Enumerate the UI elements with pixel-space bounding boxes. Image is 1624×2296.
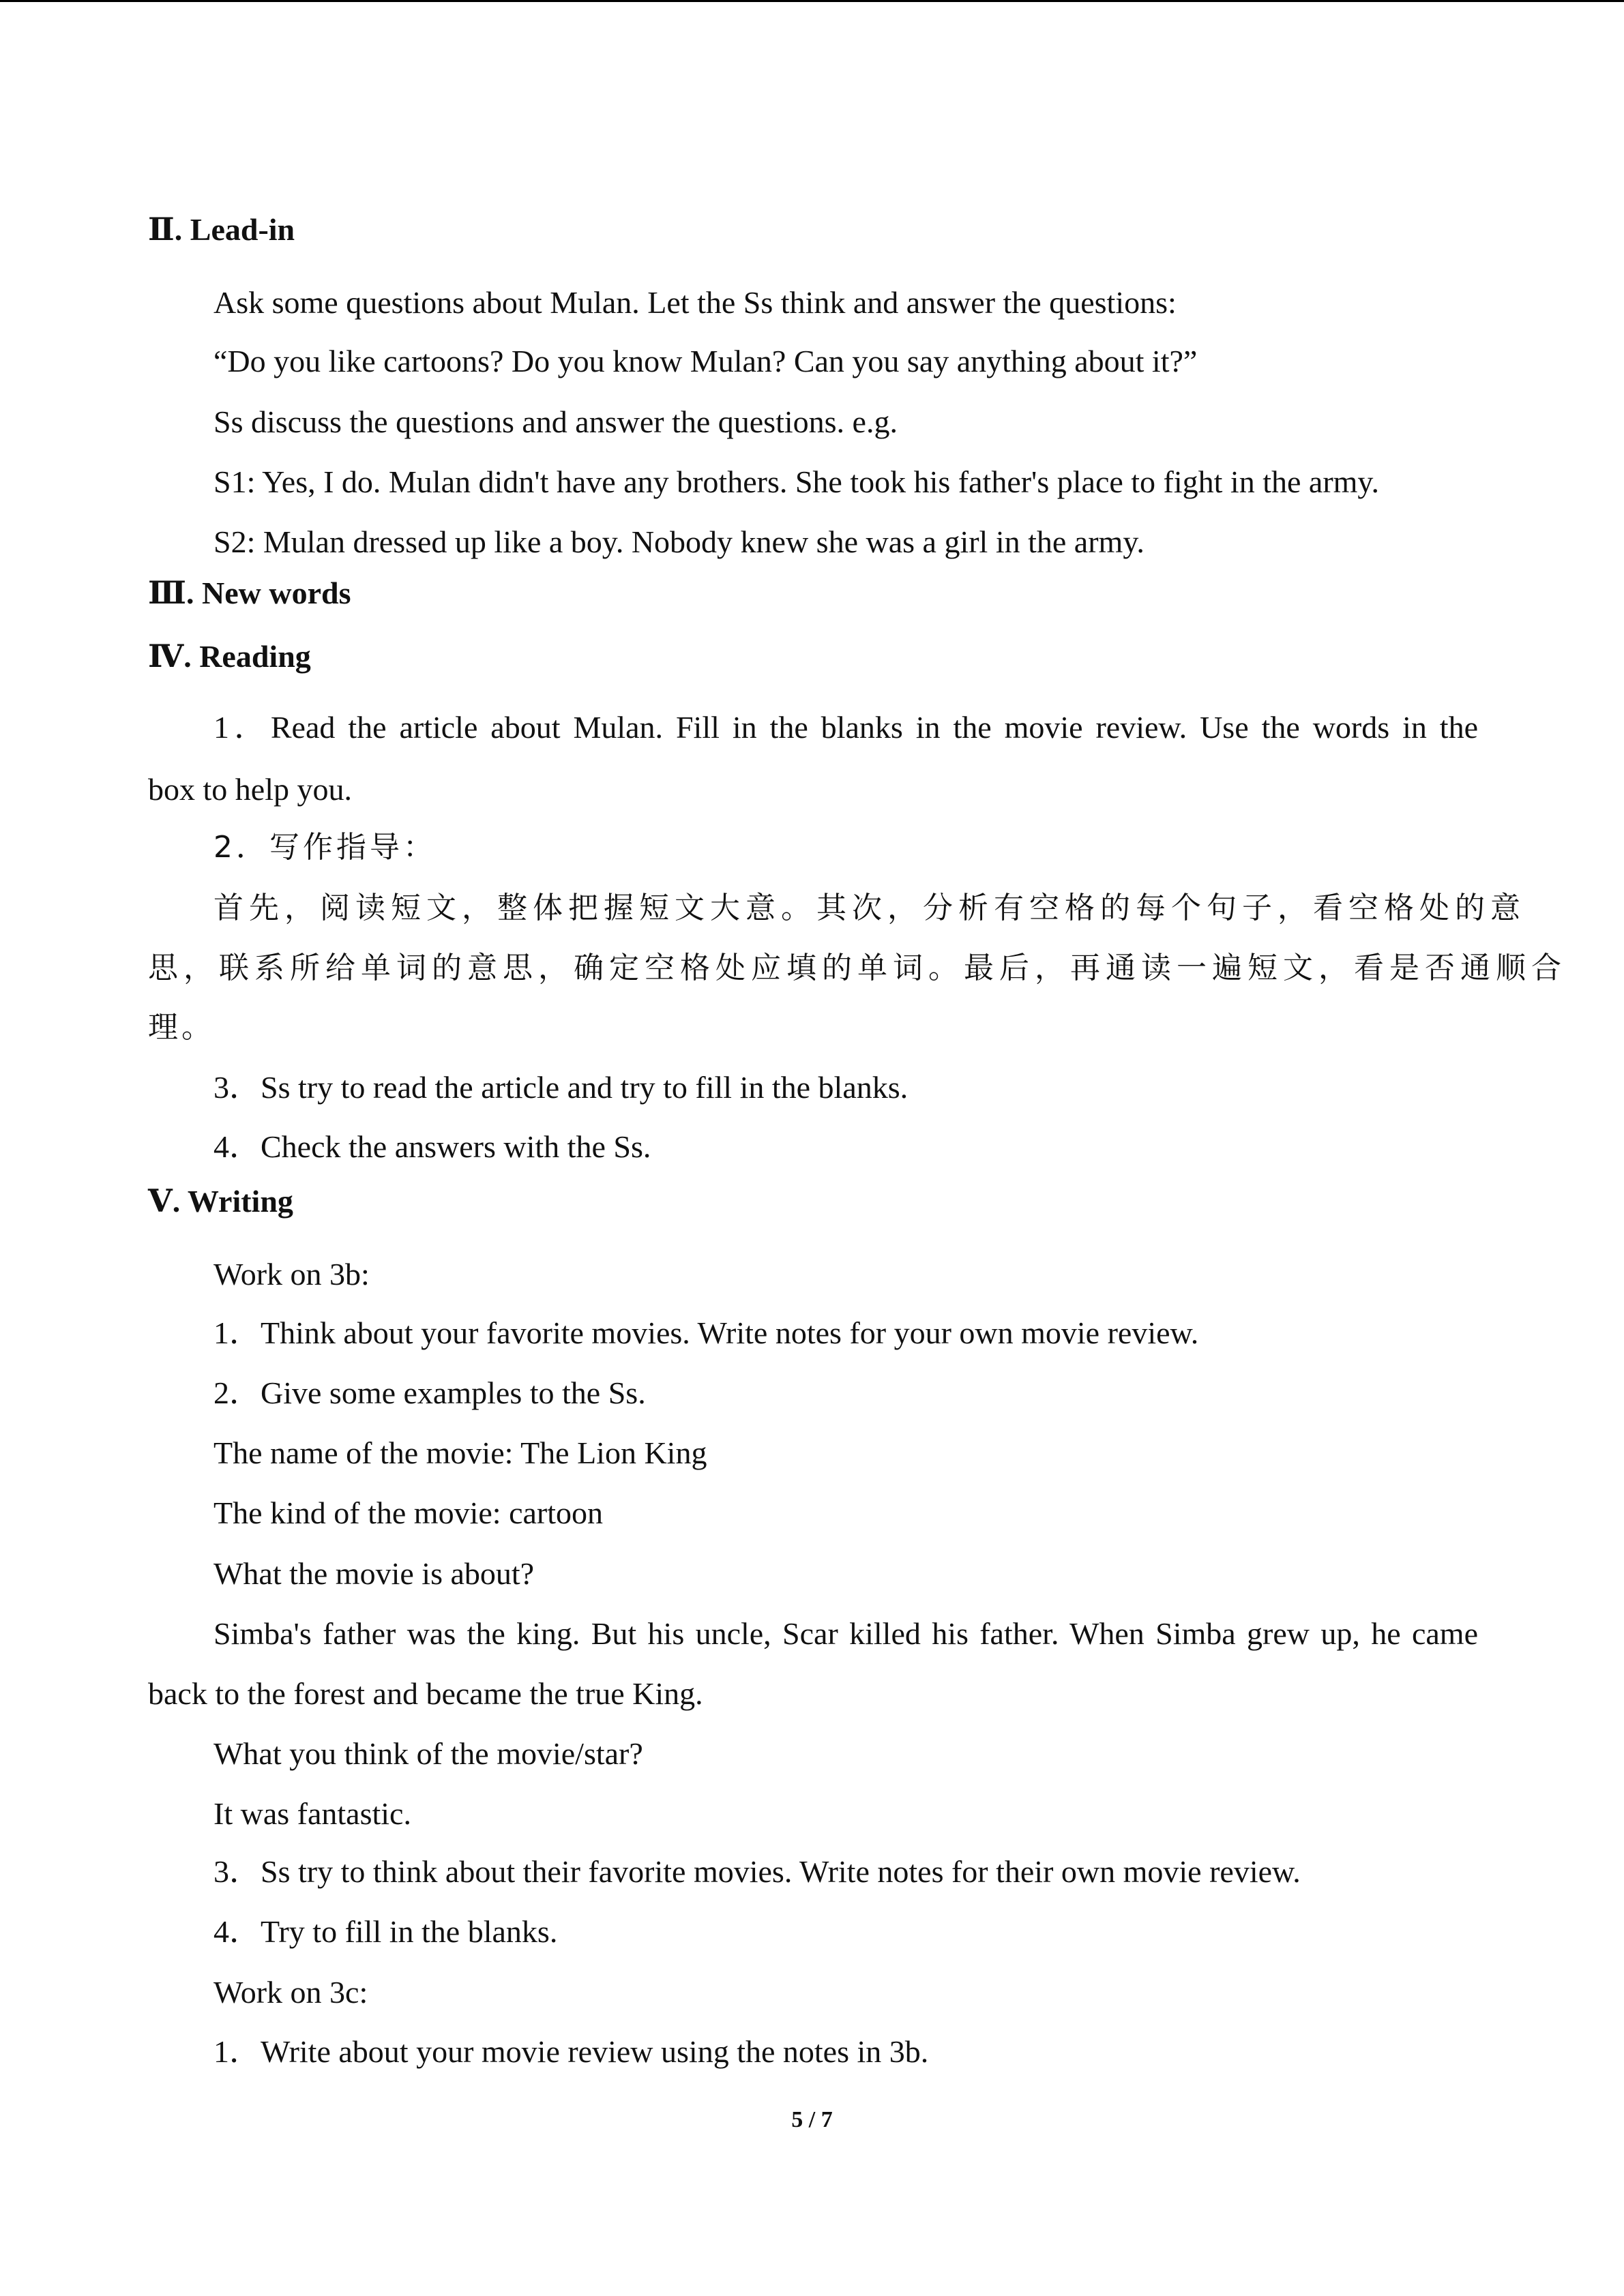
lead-in-line: “Do you like cartoons? Do you know Mulan? Can you say anything about it?” [213, 344, 1198, 378]
section-heading-lead-in: Ⅱ. Lead-in [148, 212, 295, 247]
section-heading-reading: Ⅳ. Reading [148, 639, 311, 674]
lead-in-line: Ask some questions about Mulan. Let the Ss think and answer the questions: [213, 285, 1177, 320]
example-movie-about-question: What the movie is about? [213, 1556, 535, 1591]
page-number: 5 / 7 [791, 2107, 833, 2132]
work-on-3c-label: Work on 3c: [213, 1975, 368, 2010]
section-heading-writing: Ⅴ. Writing [148, 1184, 293, 1219]
section-heading-new-words: Ⅲ. New words [148, 576, 351, 610]
example-opinion-question: What you think of the movie/star? [213, 1736, 643, 1771]
reading-item-1-continued: box to help you. [148, 772, 352, 807]
writing-3b-item-3: 3．Ss try to think about their favorite movies. Write notes for their own movie review. [213, 1854, 1301, 1889]
writing-3b-item-4: 4．Try to fill in the blanks. [213, 1914, 558, 1949]
example-movie-about-text: Simba's father was the king. But his uncle, Scar killed his father. When Simba grew up, he came [213, 1616, 1478, 1651]
lead-in-line: S2: Mulan dressed up like a boy. Nobody knew she was a girl in the army. [213, 524, 1145, 559]
example-movie-about-text-continued: back to the forest and became the true King. [148, 1676, 703, 1711]
reading-item-2: 2．写作指导： [213, 830, 437, 865]
example-movie-kind: The kind of the movie: cartoon [213, 1495, 604, 1530]
work-on-3b-label: Work on 3b: [213, 1257, 370, 1292]
lead-in-line: S1: Yes, I do. Mulan didn't have any brothers. She took his father's place to fight in the army. [213, 464, 1379, 499]
writing-guide-line: 理。 [148, 1010, 215, 1045]
lead-in-line: Ss discuss the questions and answer the questions. e.g. [213, 404, 898, 439]
reading-item-1: 1．Read the article about Mulan. Fill in the blanks in the movie review. Use the words in the [213, 710, 1478, 745]
writing-3b-item-1: 1．Think about your favorite movies. Write notes for your own movie review. [213, 1315, 1199, 1350]
writing-3b-item-2: 2．Give some examples to the Ss. [213, 1375, 646, 1410]
reading-item-4: 4．Check the answers with the Ss. [213, 1129, 651, 1164]
example-movie-name: The name of the movie: The Lion King [213, 1435, 707, 1470]
writing-guide-line: 首先，阅读短文，整体把握短文大意。其次，分析有空格的每个句子，看空格处的意 [213, 891, 1526, 925]
reading-item-3: 3．Ss try to read the article and try to fill in the blanks. [213, 1070, 909, 1105]
top-border-rule [0, 0, 1624, 2]
example-opinion-answer: It was fantastic. [213, 1796, 411, 1831]
writing-guide-line: 思，联系所给单词的意思，确定空格处应填的单词。最后，再通读一遍短文，看是否通顺合 [148, 951, 1567, 985]
writing-3c-item-1: 1．Write about your movie review using the notes in 3b. [213, 2034, 929, 2069]
